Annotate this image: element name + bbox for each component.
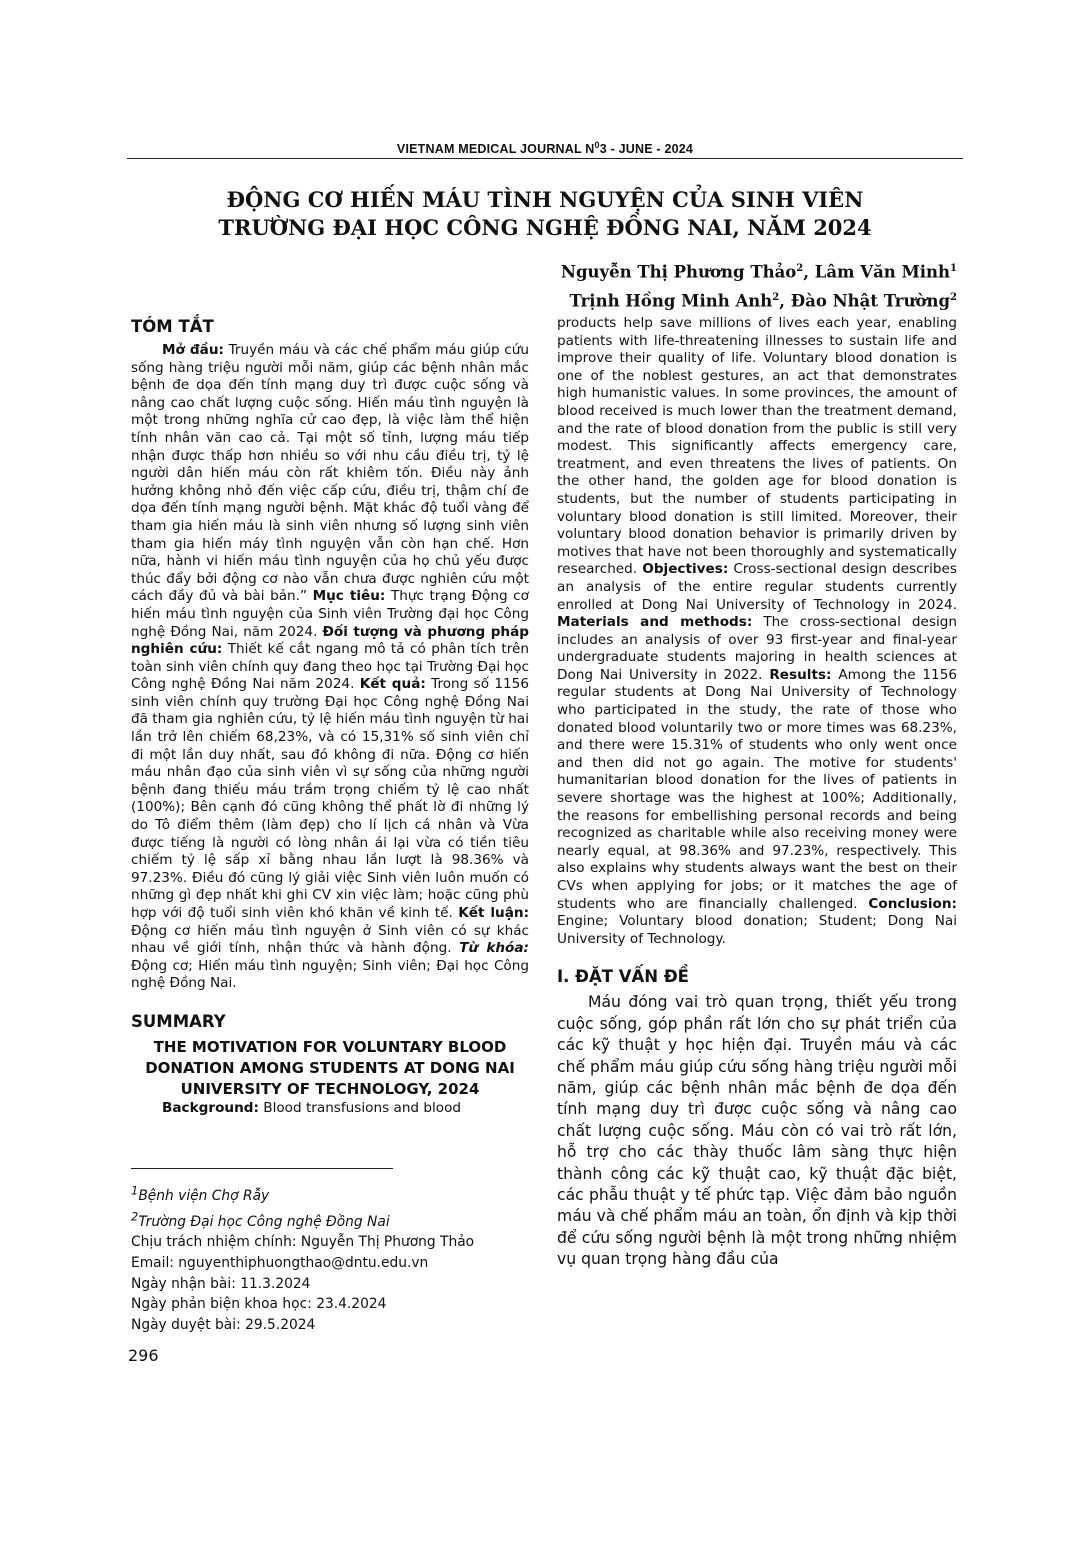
label-results-en: Results: bbox=[769, 666, 832, 683]
author-1: Nguyễn Thị Phương Thảo bbox=[560, 262, 797, 282]
label-intro: Mở đầu: bbox=[162, 342, 224, 358]
label-conclusion-en: Conclusion: bbox=[868, 895, 957, 912]
journal-header bbox=[127, 140, 963, 156]
author-3: Trịnh Hồng Minh Anh bbox=[569, 291, 773, 310]
author-4-affil: 2 bbox=[950, 291, 957, 303]
journal-name: VIETNAM MEDICAL JOURNAL N bbox=[396, 142, 595, 157]
text-conclusion-en: Engine; Voluntary blood donation; Student; Dong Nai University of Technology. bbox=[557, 913, 957, 947]
label-methods-en: Materials and methods: bbox=[557, 614, 753, 631]
author-2: Lâm Văn Minh bbox=[814, 262, 951, 282]
footnotes bbox=[131, 1180, 531, 1335]
label-background: Background: bbox=[162, 1099, 259, 1116]
text-background-start: Blood transfusions and blood bbox=[258, 1099, 462, 1116]
label-results: Kết quả: bbox=[359, 676, 426, 693]
summary-heading: SUMMARY bbox=[131, 1011, 226, 1031]
date-received: Ngày nhận bài: 11.3.2024 bbox=[131, 1275, 311, 1292]
label-objectives-en: Objectives: bbox=[642, 561, 729, 578]
summary-background bbox=[131, 1100, 529, 1118]
page-number: 296 bbox=[128, 1346, 159, 1365]
title-line-2: TRƯỜNG ĐẠI HỌC CÔNG NGHỆ ĐỒNG NAI, NĂM 2024 bbox=[218, 215, 872, 240]
author-3-affil: 2 bbox=[772, 291, 780, 303]
text-methods: Thiết kế cắt ngang mô tả có phân tích trên toàn sinh viên chính quy đang theo học tại Trường Đại học Công nghệ Đồng Nai năm 2024. bbox=[131, 641, 529, 693]
section-1-body: Máu đóng vai trò quan trọng, thiết yếu trong cuộc sống, góp phần rất lớn cho sự phát triển của các kỹ thuật y học hiện đại. Truyền máu và các chế phẩm máu giúp cứu sống hàng triệu người mỗi năm, giúp các bệnh nhân mắc bệnh đe dọa đến tính mạng duy trì được cuộc sống và nâng cao chất lượng cuộc sống. Máu còn có vai trò rất lớn, hỗ trợ cho các thày thuốc lâm sàng thực hiện thành công các kỹ thuật cao, kỹ thuật đặc biệt, các phẫu thuật y tế phức tạp. Việc đảm bảo nguồn máu và chế phẩm máu an toàn, ổn định và kịp thời để cứu sống người bệnh là một trong những nhiệm vụ quan trọng hàng đầu của bbox=[557, 993, 957, 1269]
left-column bbox=[131, 316, 529, 1118]
summary-title: THE MOTIVATION FOR VOLUNTARY BLOOD DONATION AMONG STUDENTS AT DONG NAI UNIVERSITY OF TECHNOLOGY, 2024 bbox=[145, 1037, 515, 1098]
contact-email: Email: nguyenthiphuongthao@dntu.edu.vn bbox=[131, 1254, 429, 1271]
text-conclusion: Động cơ hiến máu tình nguyện ở Sinh viên có sự khác nhau về giới tính, nhận thức và hành động. bbox=[131, 922, 529, 957]
abstract-vi-heading: TÓM TẮT bbox=[131, 317, 214, 336]
footnote-rule bbox=[131, 1168, 393, 1169]
text-intro: Truyền máu và các chế phẩm máu giúp cứu sống hàng triệu người mỗi năm, giúp các bệnh nhân mắc bệnh đe dọa đến tính mạng duy trì được cuộc sống và nâng cao chất lượng cuộc sống. Hiến máu tình nguyện là một trong những nghĩa cử cao đẹp, là việc làm thể hiện tính nhân văn cao cả. Tại một số tỉnh, lượng máu tiếp nhận được thấp hơn nhiều so với nhu cầu điều trị, tỷ lệ người dân hiến máu còn rất khiêm tốn. Điều này ảnh hưởng không nhỏ đến việc cấp cứu, điều trị, thậm chí đe dọa đến tính mạng người bệnh. Mặt khác độ tuổi vàng để tham gia hiến máu là sinh viên nhưng số lượng sinh viên tham gia hiến máy tình nguyện vẫn còn hạn chế. Hơn nữa, hành vi hiến máu tình nguyện của họ chủ yếu được thúc đẩy bởi động cơ nào vẫn chưa được nghiên cứu một cách đầy đủ và bài bản.” bbox=[131, 342, 529, 605]
journal-issue: 3 - JUNE - 2024 bbox=[599, 142, 694, 157]
author-4: Đào Nhật Trường bbox=[790, 291, 951, 310]
footnote-2-mark: 2 bbox=[131, 1209, 139, 1224]
title-line-1: ĐỘNG CƠ HIẾN MÁU TÌNH NGUYỆN CỦA SINH VIÊN bbox=[226, 187, 864, 212]
text-objectives-en: Cross-sectional design describes an analysis of the entire regular students currently enrolled at Dong Nai University of Technology in 2024. bbox=[557, 561, 957, 613]
article-title bbox=[127, 186, 963, 242]
text-objective: Thực trạng Động cơ hiến máu tình nguyện của Sinh viên Trường đại học Công nghệ Đồng Nai, năm 2024. bbox=[131, 588, 529, 640]
responsible-author: Chịu trách nhiệm chính: Nguyễn Thị Phương Thảo bbox=[131, 1234, 475, 1251]
text-methods-en: The cross-sectional design includes an analysis of over 93 first-year and final-year undergraduate students majoring in health sciences at Dong Nai University in 2022. bbox=[557, 614, 957, 683]
date-reviewed: Ngày phản biện khoa học: 23.4.2024 bbox=[131, 1296, 387, 1313]
date-approved: Ngày duyệt bài: 29.5.2024 bbox=[131, 1316, 316, 1333]
right-column bbox=[557, 315, 957, 1271]
text-results: Trong số 1156 sinh viên chính quy trường Đại học Công nghệ Đồng Nai đã tham gia nghiên cứu, tỷ lệ hiến máu tình nguyện từ hai lần trở lên chiếm 68,23%, và có 15,31% số sinh viên chỉ đi một lần duy nhất, sau đó không đi nữa. Động cơ hiến máu nhân đạo của sinh viên vì sự sống của những người bệnh đang thiếu máu trầm trọng chiếm tỷ lệ cao nhất (100%); Bên cạnh đó cũng không thể phất lờ đi những lý do Tô điểm thêm (làm đẹp) cho lí lịch cá nhân và Vừa được tiếng là người có lòng nhân ái lại vừa có tiền tiêu chiếm tỷ lệ sấp xỉ bằng nhau lần lượt là 98.36% và 97.23%. Điều đó cũng lý giải việc Sinh viên luôn muốn có những gì đẹp nhất khi ghi CV xin việc làm; hoặc cũng phù hợp với độ tuổi sinh viên khó khăn về kinh tế. bbox=[131, 676, 529, 921]
journal-number-sup: 0 bbox=[594, 140, 600, 150]
text-results-en: Among the 1156 regular students at Dong Nai University of Technology who participated in the study, the rate of those who donated blood voluntarily two or more times was 68.23%, and there were 15.31% of students who only went once and then did not go again. The motive for students' humanitarian blood donation for the lives of patients in severe shortage was the highest at 100%; Additionally, the reasons for embellishing personal records and being recognized as charitable while also receiving money were nearly equal, at 98.36% and 97.23%, respectively. This also explains why students always want the best on their CVs when applying for jobs; or it matches the age of students who are financially challenged. bbox=[557, 666, 957, 912]
author-2-affil: 1 bbox=[950, 263, 957, 274]
footnote-1-mark: 1 bbox=[131, 1183, 139, 1197]
text-background-cont: products help save millions of lives each year, enabling patients with life-threatening illnesses to sustain life and improve their quality of life. Voluntary blood donation is one of the noblest gestures, an act that demonstrates high humanistic values. In some provinces, the amount of blood received is much lower than the treatment demand, and the rate of blood donation from the public is still very modest. This significantly affects emergency care, treatment, and even threatens the lives of patients. On the other hand, the golden age for blood donation is students, but the number of students participating in voluntary blood donation is still limited. Moreover, their voluntary blood donation behavior is primarily driven by motives that have not been thoroughly and systematically researched. bbox=[557, 315, 957, 578]
text-keywords: Động cơ; Hiến máu tình nguyện; Sinh viên; Đại học Công nghệ Đồng Nai. bbox=[131, 957, 529, 992]
authors: Nguyễn Thị Phương Thảo$^2$, Lâm Văn Minh$^1$ Trịnh Hồng Minh Anh$^2$, Đào Nhật Trường$^2$ bbox=[560, 262, 957, 310]
header-rule bbox=[127, 158, 963, 159]
section-1-heading: I. ĐẶT VẤN ĐỀ bbox=[557, 967, 689, 987]
footnote-2: Trường Đại học Công nghệ Đồng Nai bbox=[138, 1213, 390, 1230]
author-1-affil: 2 bbox=[796, 263, 804, 274]
label-objective: Mục tiêu: bbox=[312, 588, 386, 605]
abstract-vi-body bbox=[131, 342, 529, 993]
label-keywords: Từ khóa: bbox=[459, 940, 529, 957]
footnote-1: Bệnh viện Chợ Rẫy bbox=[138, 1187, 270, 1204]
label-conclusion: Kết luận: bbox=[458, 905, 530, 921]
label-methods: Đối tượng và phương pháp nghiên cứu: bbox=[131, 623, 530, 658]
summary-body bbox=[557, 315, 957, 948]
